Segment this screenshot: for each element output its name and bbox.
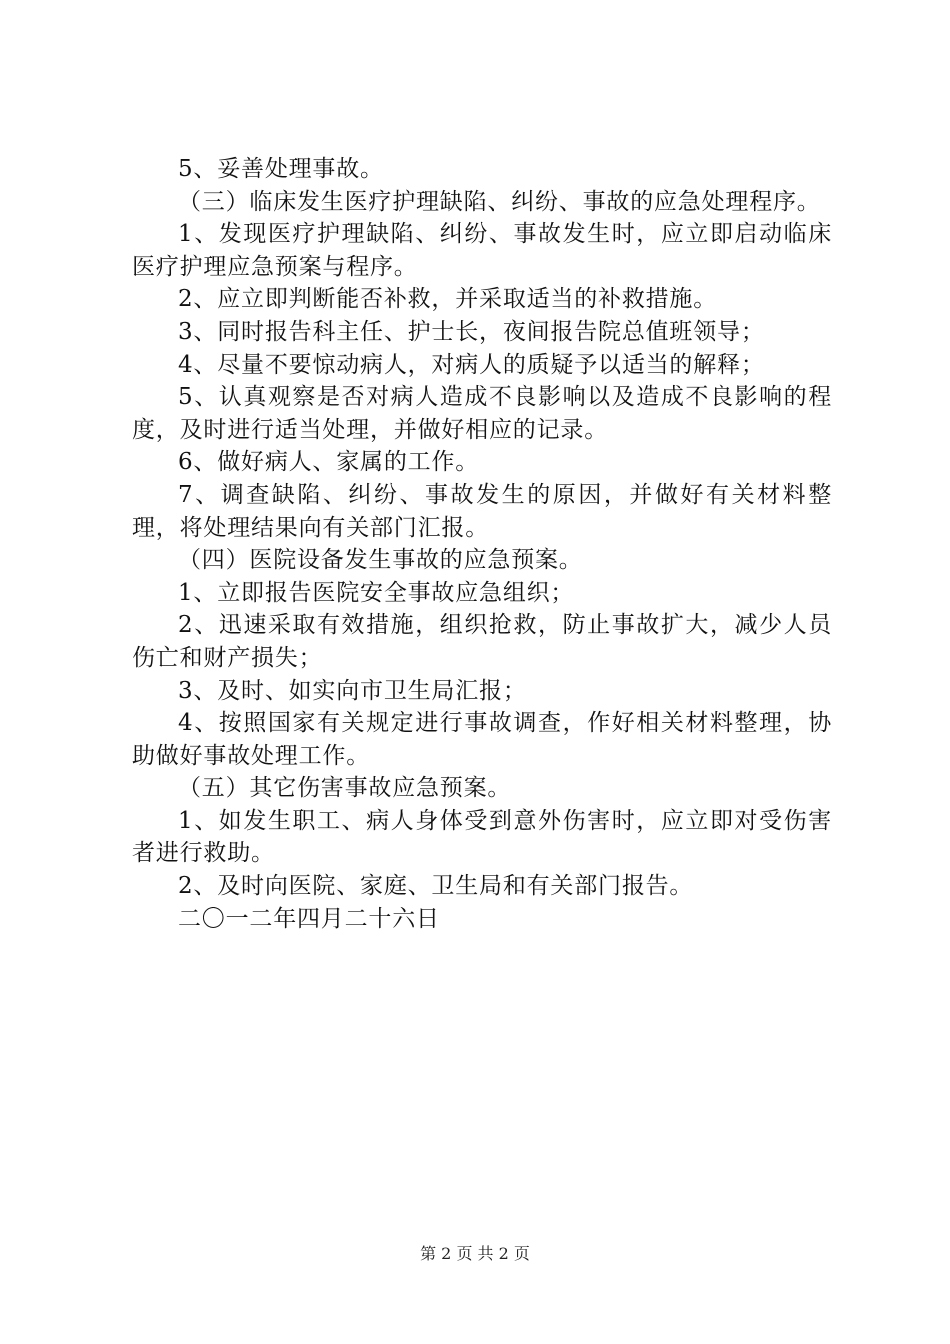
paragraph-step-4: 4、尽量不要惊动病人，对病人的质疑予以适当的解释； xyxy=(178,351,765,378)
paragraph-equipment-3: 3、及时、如实向市卫生局汇报； xyxy=(178,677,527,704)
page-number-footer: 第 2 页 共 2 页 xyxy=(420,1244,530,1263)
paragraph-step-2: 2、应立即判断能否补救，并采取适当的补救措施。 xyxy=(178,286,718,313)
paragraph-equipment-2: 2、迅速采取有效措施，组织抢救，防止事故扩大，减少人员伤亡和财产损失； xyxy=(132,612,832,671)
document-date: 二〇一二年四月二十六日 xyxy=(178,905,440,932)
paragraph-injury-1: 1、如发生职工、病人身体受到意外伤害时，应立即对受伤害者进行救助。 xyxy=(132,807,832,867)
paragraph-step-1: 1、发现医疗护理缺陷、纠纷、事故发生时，应立即启动临床医疗护理应急预案与程序。 xyxy=(132,221,832,280)
paragraph-step-5: 5、认真观察是否对病人造成不良影响以及造成不良影响的程度，及时进行适当处理，并做好相应的记录。 xyxy=(132,384,832,443)
paragraph-equipment-4: 4、按照国家有关规定进行事故调查，作好相关材料整理，协助做好事故处理工作。 xyxy=(132,710,832,769)
section-heading-4: （四）医院设备发生事故的应急预案。 xyxy=(178,547,583,574)
paragraph-step-6: 6、做好病人、家属的工作。 xyxy=(178,449,480,476)
paragraph-item-5-handle: 5、妥善处理事故。 xyxy=(178,156,384,182)
paragraph-equipment-1: 1、立即报告医院安全事故应急组织； xyxy=(178,579,575,606)
document-body xyxy=(132,153,832,935)
section-heading-3: （三）临床发生医疗护理缺陷、纠纷、事故的应急处理程序。 xyxy=(178,188,821,215)
section-heading-5: （五）其它伤害事故应急预案。 xyxy=(178,775,512,802)
paragraph-injury-2: 2、及时向医院、家庭、卫生局和有关部门报告。 xyxy=(178,873,694,900)
paragraph-step-7: 7、调查缺陷、纠纷、事故发生的原因，并做好有关材料整理，将处理结果向有关部门汇报。 xyxy=(132,481,832,541)
paragraph-step-3: 3、同时报告科主任、护士长，夜间报告院总值班领导； xyxy=(178,318,765,345)
